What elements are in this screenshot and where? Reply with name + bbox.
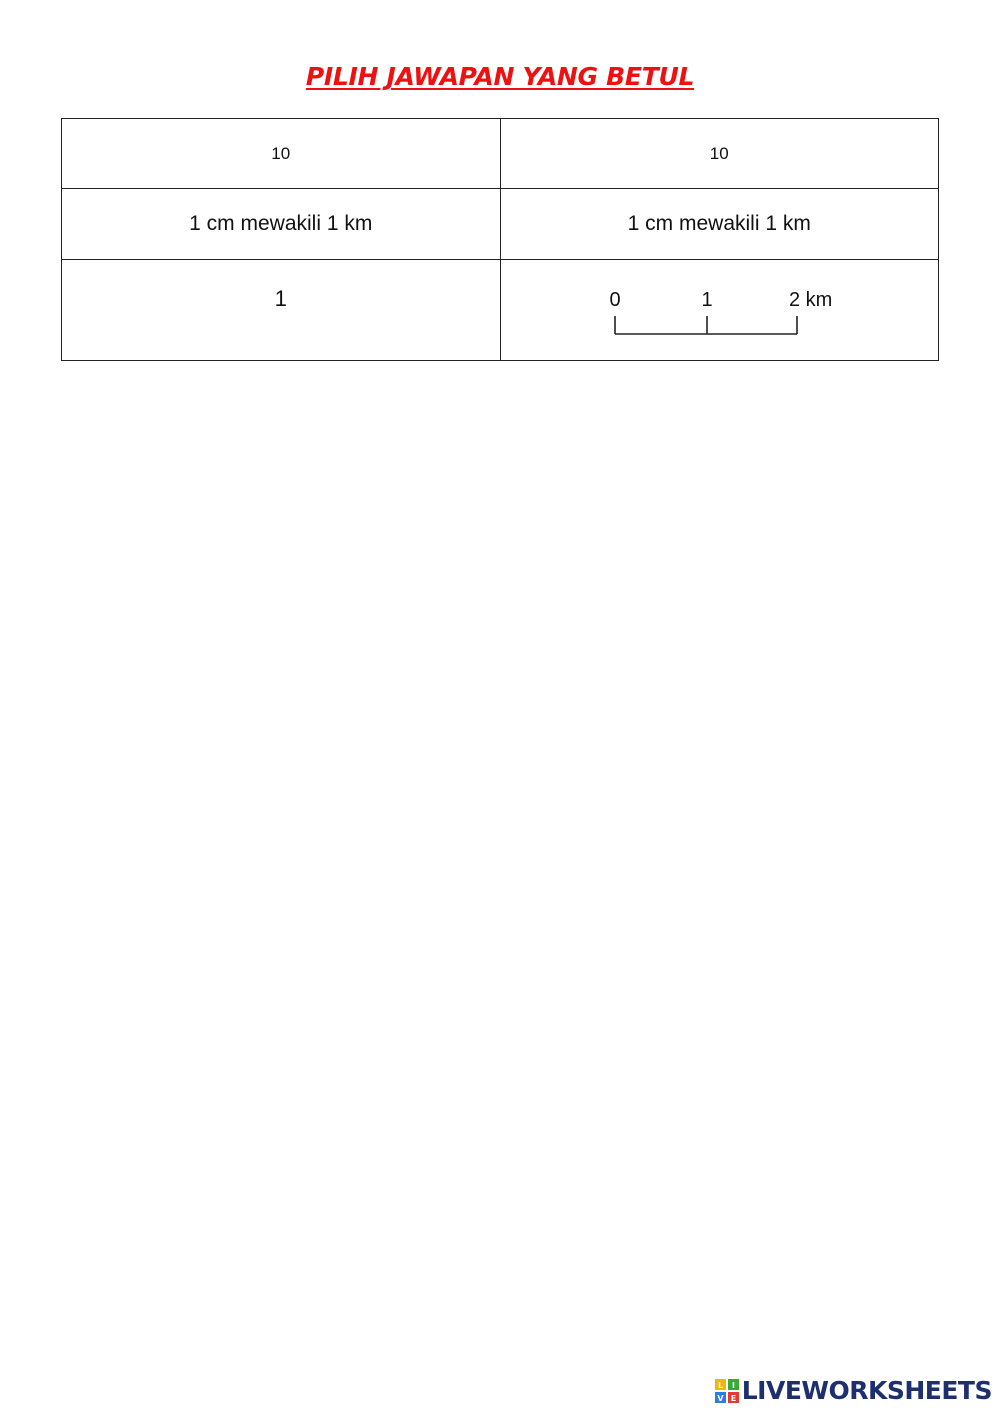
logo-letter: I — [731, 1380, 735, 1390]
option-cell-left[interactable] — [62, 189, 501, 260]
page-title — [0, 62, 1000, 91]
page-title-text: PILIH JAWAPAN YANG BETUL — [305, 62, 695, 91]
logo-letter: L — [717, 1380, 723, 1390]
answer-table — [61, 118, 939, 361]
table-row — [62, 189, 939, 260]
option-cell-right[interactable] — [500, 189, 939, 260]
option-cell-left[interactable] — [62, 119, 501, 189]
scale-label-0: 0 — [608, 289, 621, 311]
option-text: 1 — [274, 286, 287, 311]
brand-name: LIVEWORKSHEETS — [741, 1376, 992, 1405]
option-text: 1 cm mewakili 1 km — [189, 212, 373, 235]
scale-label-2: 2 km — [788, 289, 832, 311]
table-row — [62, 119, 939, 189]
logo-blocks-icon — [715, 1379, 739, 1403]
linear-scale — [501, 260, 939, 360]
option-text: 10 — [271, 143, 291, 163]
scale-bar-graphic — [501, 260, 939, 360]
option-text: 10 — [709, 143, 729, 163]
option-cell-right[interactable] — [500, 260, 939, 361]
option-cell-left[interactable] — [62, 260, 501, 361]
option-cell-right[interactable] — [500, 119, 939, 189]
table-row — [62, 260, 939, 361]
liveworksheets-logo[interactable] — [715, 1376, 992, 1405]
logo-letter: E — [730, 1393, 736, 1403]
scale-label-1: 1 — [700, 289, 713, 311]
option-text: 1 cm mewakili 1 km — [627, 212, 811, 235]
logo-letter: V — [717, 1393, 724, 1403]
